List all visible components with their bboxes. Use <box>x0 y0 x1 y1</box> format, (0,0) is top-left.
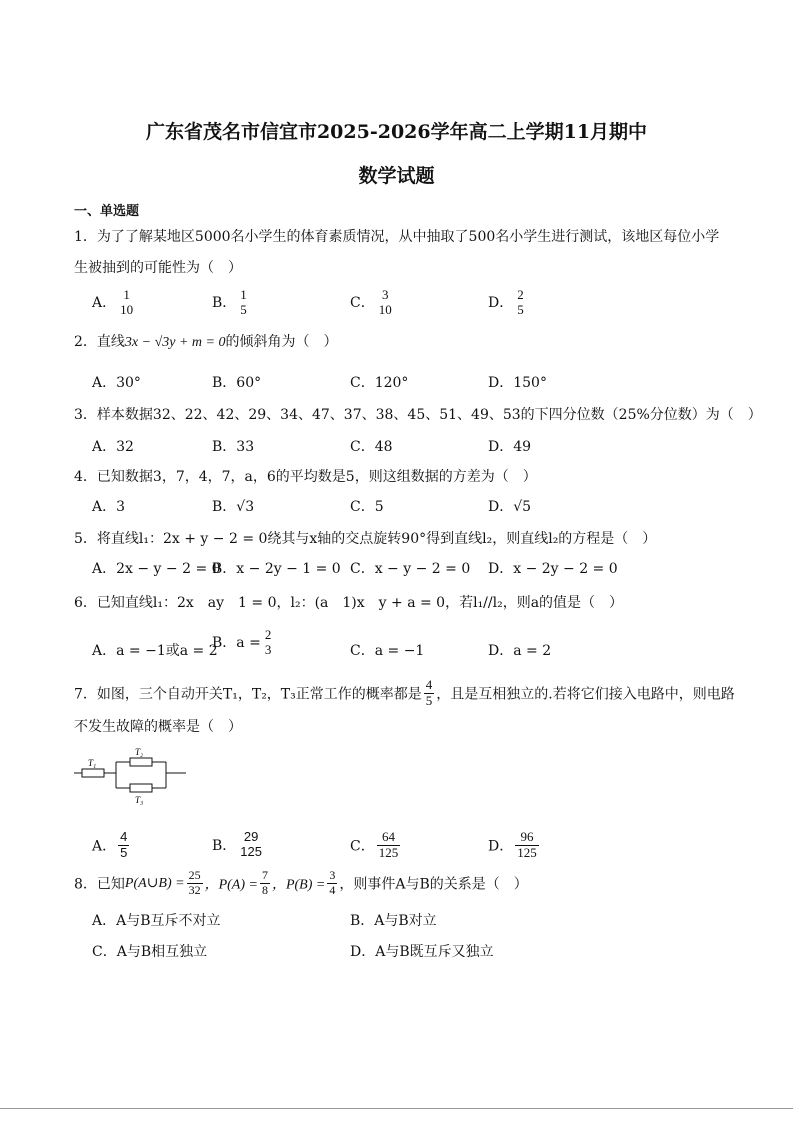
q2-option-c: C．120° <box>350 375 409 391</box>
q7-option-d: D． $\frac{96}{125}$ <box>488 829 537 860</box>
q6-option-b: B．a = 2 3 <box>212 627 272 657</box>
question-1-text-cont: 生被抽到的可能性为（ ） <box>74 260 242 276</box>
q6-option-c: C．a = −1 <box>350 643 425 659</box>
q5-option-d: D．x − 2y − 2 = 0 <box>488 561 618 577</box>
question-5-text: 5．将直线l₁：2x + y − 2 = 0绕其与x轴的交点旋转90°得到直线l₂，则直线l₂的方程是（ ） <box>74 531 657 547</box>
q3-option-b: B．33 <box>212 439 255 455</box>
exam-subtitle: 数学试题 <box>358 165 435 187</box>
q5-option-c: C．x − y − 2 = 0 <box>350 561 471 577</box>
q7-option-c: C． $\frac{64}{125}$ <box>350 829 399 860</box>
question-4-text: 4．已知数据3，7，4，7，a，6的平均数是5，则这组数据的方差为（ ） <box>74 469 537 485</box>
q2-option-b: B．60° <box>212 375 262 391</box>
q7-option-a: A． $\frac{4}{5}$ <box>92 829 128 860</box>
exam-title: 广东省茂名市信宜市2025-2026学年高二上学期11月期中 <box>145 121 648 143</box>
q8-option-b: B．A与B对立 <box>350 913 437 929</box>
question-8-text: 8．已知P(A∪B) = $\frac{25}{32}$ ，P(A) = $\frac{7}{8}$ ，P(B) = $\frac{3}{4}$ ，则事件A与B的关系是（ ） <box>74 868 528 897</box>
question-3-text: 3．样本数据32、22、42、29、34、47、37、38、45、51、49、53的下四分位数（25%分位数）为（ ） <box>74 407 762 423</box>
q4-option-b: B．√3 <box>212 499 255 515</box>
q8-option-c: C．A与B相互独立 <box>92 944 208 960</box>
q3-option-c: C．48 <box>350 439 393 455</box>
q5-option-b: B．x − 2y − 1 = 0 <box>212 561 341 577</box>
q1-option-d: D． 2 5 <box>488 287 524 317</box>
q4-option-a: A．3 <box>92 499 126 515</box>
section-heading: 一、单选题 <box>74 204 140 219</box>
q1-option-b: B． 1 5 <box>212 287 247 317</box>
q3-option-a: A．32 <box>92 439 134 455</box>
q1-option-a: A． 1 10 <box>92 287 134 317</box>
q5-option-a: A．2x − y − 2 = 0 <box>92 561 221 577</box>
question-6-text: 6．已知直线l₁：2x ay 1 = 0，l₂：(a 1)x y + a = 0，若l₁//l₂，则a的值是（ ） <box>74 595 624 611</box>
label-t3: T₃ <box>135 795 144 805</box>
q7-option-b: B． 29 125 <box>212 829 262 859</box>
q2-option-d: D．150° <box>488 375 547 391</box>
circuit-diagram <box>74 742 189 806</box>
question-7-text-cont: 不发生故障的概率是（ ） <box>74 719 242 735</box>
question-2-text: 2．直线3x − √3y + m = 0的倾斜角为（ ） <box>74 334 338 350</box>
page-bottom-rule <box>0 1108 793 1109</box>
q2-equation: 3x − √3y + m = 0 <box>124 335 226 350</box>
q4-option-c: C．5 <box>350 499 384 515</box>
question-1-text: 1．为了了解某地区5000名小学生的体育素质情况，从中抽取了500名小学生进行测试，该地区每位小学 <box>74 229 720 245</box>
q6-option-d: D．a = 2 <box>488 643 552 659</box>
q3-option-d: D．49 <box>488 439 532 455</box>
q2-option-a: A．30° <box>92 375 141 391</box>
q8-option-a: A．A与B互斥不对立 <box>92 913 221 929</box>
label-t2: T₂ <box>135 747 144 757</box>
q8-option-d: D．A与B既互斥又独立 <box>350 944 494 960</box>
q6-option-a: A．a = −1或a = 2 <box>92 643 218 659</box>
q4-option-d: D．√5 <box>488 499 532 515</box>
q1-option-c: C． 3 10 <box>350 287 392 317</box>
label-t1: T₁ <box>88 758 97 768</box>
question-7-text: 7．如图，三个自动开关T₁，T₂，T₃正常工作的概率都是 $\frac{4}{5}$ ，且是互相独立的.若将它们接入电路中，则电路 <box>74 677 735 708</box>
